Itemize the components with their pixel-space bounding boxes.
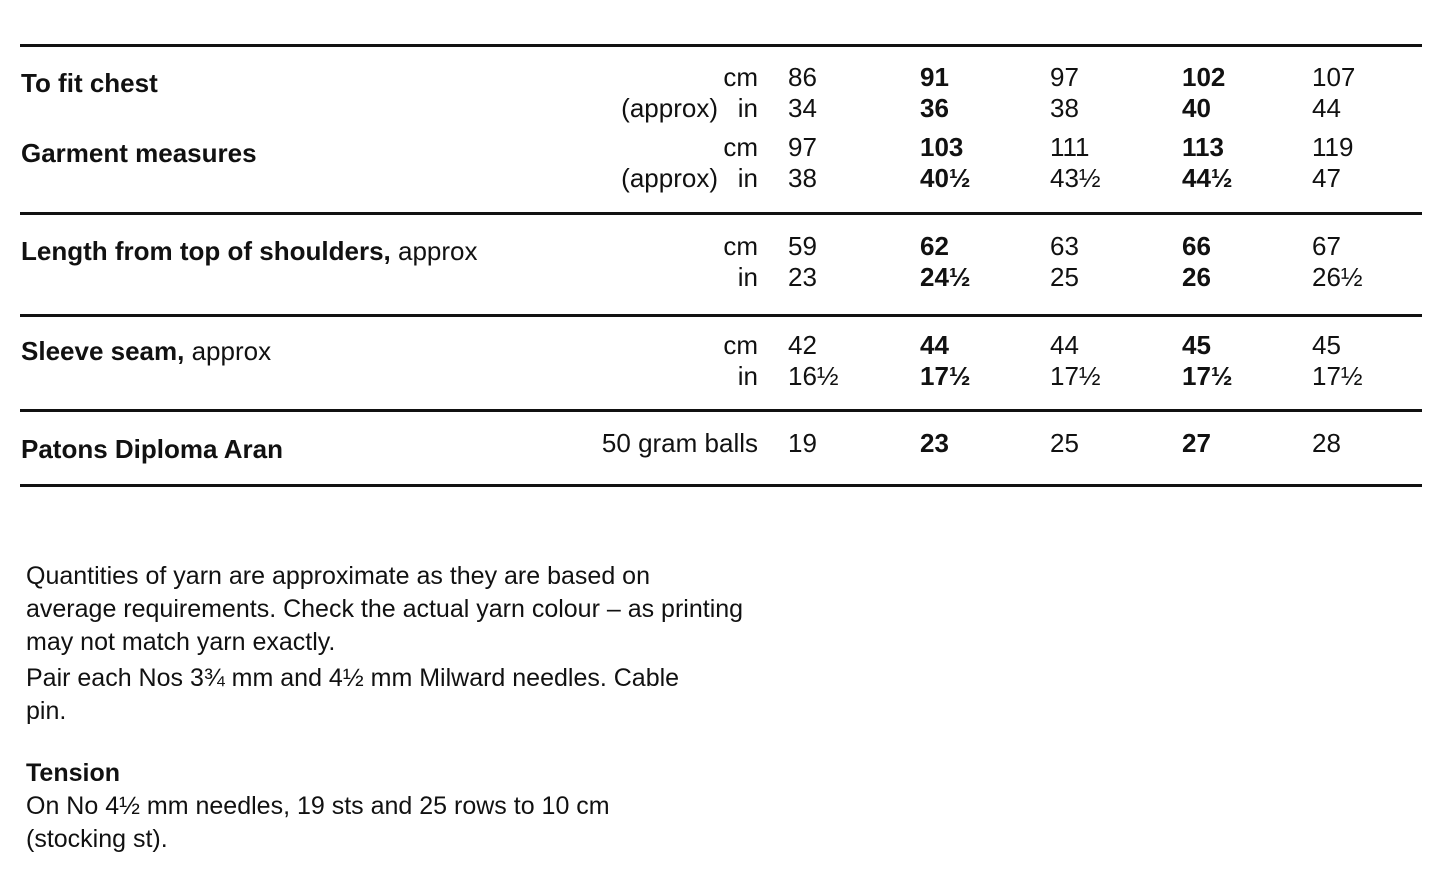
size-value: 25 [1050,262,1079,292]
table-bottom-rule [20,484,1422,487]
size-value: 91 [920,62,949,92]
unit-label: cm [723,132,758,162]
approx-prefix: (approx) [621,93,718,123]
size-value: 44 [1312,93,1341,123]
size-value: 27 [1182,428,1211,458]
size-value: 97 [1050,62,1079,92]
unit-label: cm [723,62,758,92]
size-value: 45 [1182,330,1211,360]
needles-note: Pair each Nos 3¾ mm and 4½ mm Milward needles. Cable pin. [26,664,680,725]
table-top-rule [20,44,1422,47]
unit-label: in [737,163,758,193]
tension-text: On No 4½ mm needles, 19 sts and 25 rows to 10 cm (stocking st). [26,792,610,853]
size-value: 113 [1182,132,1224,162]
size-value: 40 [1182,93,1211,123]
size-value: 17½ [1312,361,1363,391]
size-value: 42 [788,330,817,360]
row-label [21,236,478,266]
size-value: 24½ [920,262,971,292]
unit-label: 50 gram balls [601,428,758,458]
row-divider [20,409,1422,412]
row-label-text: Patons Diploma Aran [21,434,283,464]
size-value: 43½ [1050,163,1101,193]
size-value: 38 [788,163,817,193]
size-value: 44½ [1182,163,1233,193]
yarn-note [26,560,746,659]
row-label [21,336,271,366]
size-value: 19 [788,428,817,458]
size-value: 44 [1050,330,1079,360]
row-label-suffix: approx [390,236,478,266]
size-value: 63 [1050,231,1079,261]
size-value: 103 [920,132,964,162]
size-value: 26 [1182,262,1211,292]
size-value: 44 [920,330,949,360]
size-value: 107 [1312,62,1356,92]
row-label-text: To fit chest [21,68,158,98]
row-label [21,138,257,168]
size-value: 97 [788,132,817,162]
size-value: 45 [1312,330,1341,360]
size-value: 25 [1050,428,1079,458]
unit-label: in [737,262,758,292]
tension-heading: Tension [26,759,120,787]
size-value: 34 [788,93,817,123]
size-value: 17½ [1182,361,1233,391]
size-value: 66 [1182,231,1211,261]
row-label-text: Garment measures [21,138,257,168]
size-value: 28 [1312,428,1341,458]
size-value: 62 [920,231,949,261]
size-value: 111 [1050,132,1090,162]
row-label [21,68,158,98]
quantities-note: Quantities of yarn are approximate as they are based on average requirements. Check the actual yarn colour – as printing may not match yarn exactly. [26,562,744,656]
unit-label: cm [723,330,758,360]
size-value: 26½ [1312,262,1363,292]
row-label-text: Sleeve seam, [21,336,185,366]
size-value: 119 [1312,132,1354,162]
size-value: 17½ [920,361,971,391]
size-value: 36 [920,93,949,123]
size-value: 67 [1312,231,1341,261]
size-value: 38 [1050,93,1079,123]
row-label-suffix: approx [184,336,272,366]
approx-prefix: (approx) [621,163,718,193]
size-value: 47 [1312,163,1341,193]
size-value: 17½ [1050,361,1101,391]
needles-note-block [26,662,686,728]
size-value: 86 [788,62,817,92]
row-label [21,434,283,464]
unit-label: cm [723,231,758,261]
size-value: 16½ [788,361,839,391]
size-value: 23 [788,262,817,292]
row-divider [20,314,1422,317]
size-value: 40½ [920,163,971,193]
unit-label: in [737,93,758,123]
size-value: 102 [1182,62,1226,92]
row-divider [20,212,1422,215]
unit-label: in [737,361,758,391]
size-value: 59 [788,231,817,261]
tension-block [26,757,686,856]
size-value: 23 [920,428,949,458]
row-label-text: Length from top of shoulders, [21,236,391,266]
